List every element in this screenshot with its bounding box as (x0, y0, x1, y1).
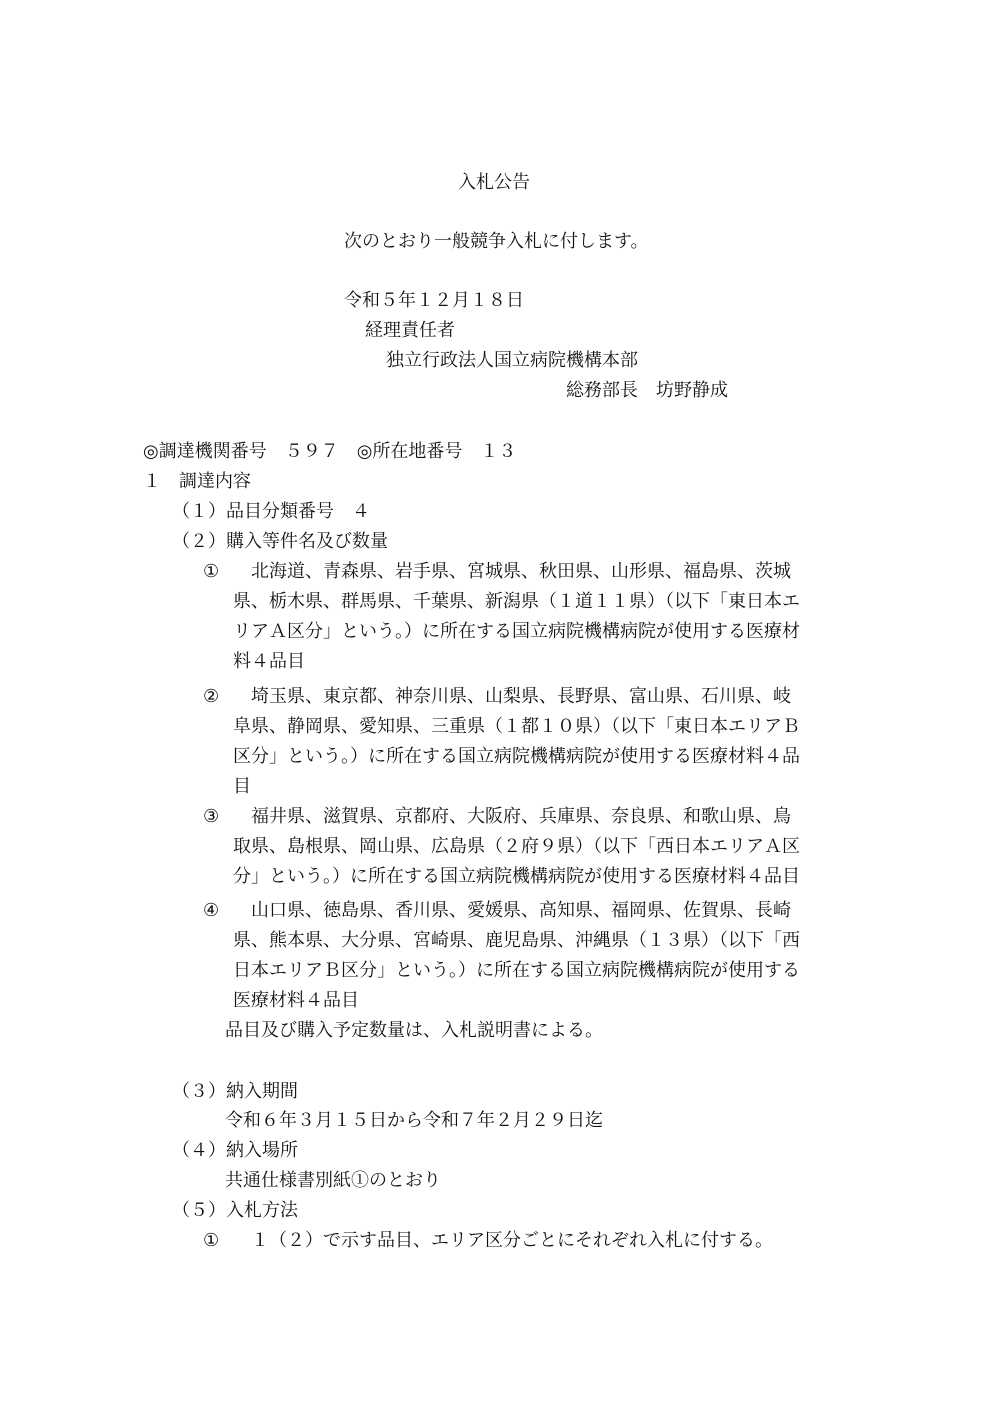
area-line: 分」という。）に所在する国立病院機構病院が使用する医療材料４品目 (233, 866, 800, 887)
organization-name: 独立行政法人国立病院機構本部 (386, 350, 638, 371)
area-line: 北海道、青森県、岩手県、宮城県、秋田県、山形県、福島県、茨城 (233, 561, 791, 582)
delivery-period: 令和６年３月１５日から令和７年２月２９日迄 (225, 1110, 603, 1131)
area-number: ③ (203, 806, 220, 827)
bidding-method: １（２）で示す品目、エリア区分ごとにそれぞれ入札に付する。 (233, 1230, 773, 1251)
area-line: 日本エリアＢ区分」という。）に所在する国立病院機構病院が使用する (233, 960, 800, 981)
delivery-place: 共通仕様書別紙①のとおり (225, 1170, 441, 1191)
area-line: 医療材料４品目 (233, 990, 359, 1011)
area-number: ① (203, 561, 220, 582)
official-name: 総務部長 坊野静成 (566, 380, 728, 401)
area-line: 県、熊本県、大分県、宮崎県、鹿児島県、沖縄県（１３県）（以下「西 (233, 930, 800, 951)
item-heading: （１）品目分類番号 ４ (172, 501, 370, 522)
procurement-codes: ◎調達機関番号 ５９７ ◎所在地番号 １３ (143, 441, 517, 462)
area-number: ④ (203, 900, 220, 921)
area-line: 埼玉県、東京都、神奈川県、山梨県、長野県、富山県、石川県、岐 (233, 686, 791, 707)
area-line: 山口県、徳島県、香川県、愛媛県、高知県、福岡県、佐賀県、長崎 (233, 900, 791, 921)
intro-text: 次のとおり一般競争入札に付します。 (344, 231, 649, 252)
area-line: 区分」という。）に所在する国立病院機構病院が使用する医療材料４品 (233, 746, 800, 767)
quantity-note: 品目及び購入予定数量は、入札説明書による。 (225, 1020, 603, 1041)
item-heading: （４）納入場所 (172, 1140, 298, 1161)
area-line: 料４品目 (233, 651, 305, 672)
item-heading: （５）入札方法 (172, 1200, 298, 1221)
area-line: 県、栃木県、群馬県、千葉県、新潟県（１道１１県）（以下「東日本エ (233, 591, 800, 612)
notice-date: 令和５年１２月１８日 (344, 290, 524, 311)
notice-title: 入札公告 (458, 172, 530, 193)
area-line: 目 (233, 776, 251, 797)
item-heading: （２）購入等件名及び数量 (172, 531, 388, 552)
officer-title: 経理責任者 (365, 320, 455, 341)
method-number: ① (203, 1230, 220, 1251)
area-number: ② (203, 686, 220, 707)
area-line: 福井県、滋賀県、京都府、大阪府、兵庫県、奈良県、和歌山県、鳥 (233, 806, 791, 827)
item-heading: （３）納入期間 (172, 1081, 298, 1102)
area-line: リアＡ区分」という。）に所在する国立病院機構病院が使用する医療材 (233, 621, 800, 642)
section-heading: １ 調達内容 (143, 471, 251, 492)
area-line: 阜県、静岡県、愛知県、三重県（１都１０県）（以下「東日本エリアＢ (233, 716, 800, 737)
area-line: 取県、島根県、岡山県、広島県（２府９県）（以下「西日本エリアＡ区 (233, 836, 800, 857)
